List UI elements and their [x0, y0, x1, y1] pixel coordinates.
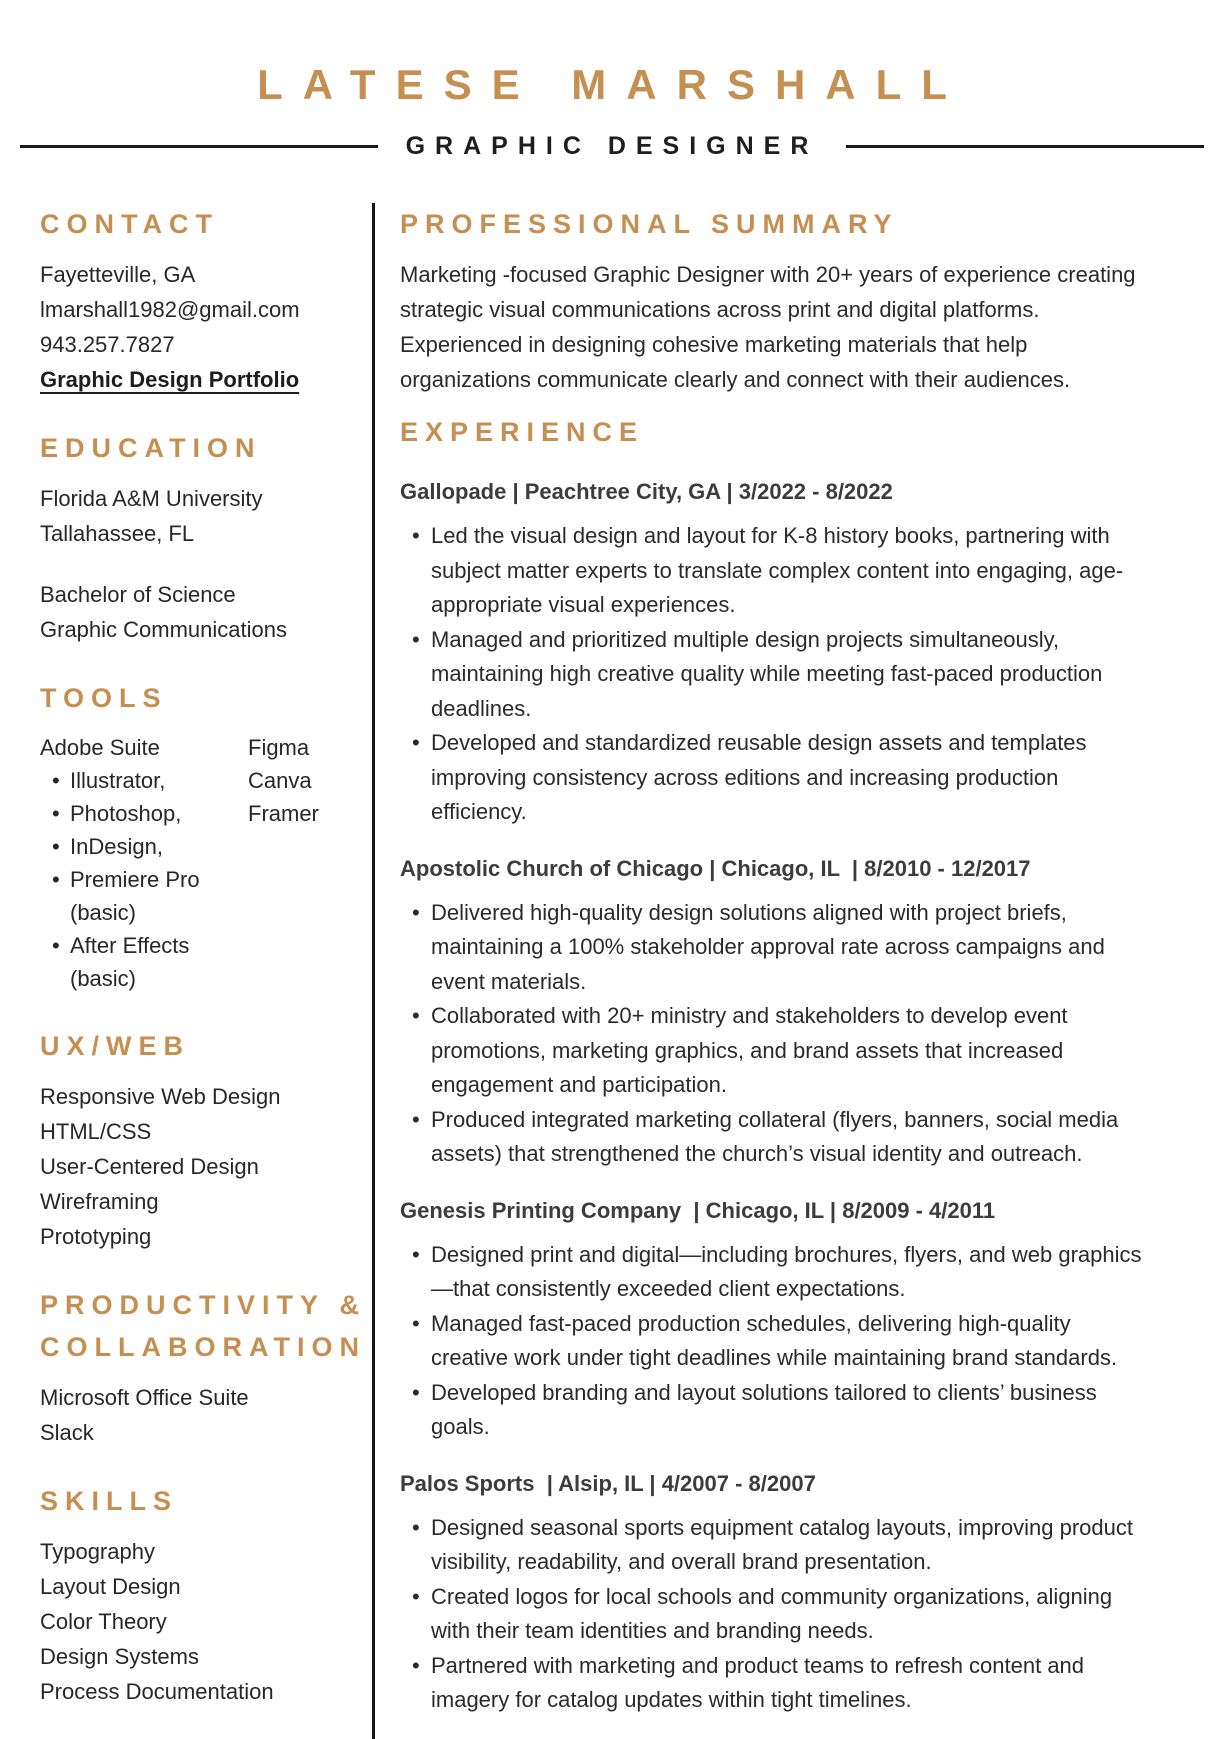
skill-item: Typography — [40, 1539, 155, 1564]
contact-phone: 943.257.7827 — [40, 332, 175, 357]
job-bullet-list — [400, 896, 1142, 1172]
title-rule-left — [20, 145, 378, 148]
tool-item: • InDesign, — [40, 830, 212, 863]
tools-left-label: Adobe Suite — [40, 735, 160, 760]
uxweb-item: Wireframing — [40, 1189, 159, 1214]
skills-list — [40, 1534, 372, 1709]
education-school-location: Tallahassee, FL — [40, 521, 195, 546]
tools-section — [40, 677, 372, 995]
skill-item: Layout Design — [40, 1574, 181, 1599]
productivity-section — [40, 1284, 372, 1450]
job-bullet: • Managed and prioritized multiple design projects simultaneously, maintaining high creative quality while meeting fast-paced production deadlines. — [400, 623, 1142, 727]
job-bullet: • Partnered with marketing and product teams to refresh content and imagery for catalog updates within tight timelines. — [400, 1649, 1142, 1718]
job-header: Gallopade | Peachtree City, GA | 3/2022 - 8/2022 — [400, 479, 893, 504]
education-major: Graphic Communications — [40, 617, 287, 642]
job-header: Genesis Printing Company | Chicago, IL | 8/2009 - 4/2011 — [400, 1197, 996, 1223]
sidebar — [40, 203, 372, 1739]
tools-other-list — [248, 731, 319, 830]
content-columns — [40, 203, 1184, 1739]
skills-section — [40, 1480, 372, 1709]
tools-adobe-list — [40, 764, 212, 995]
experience-section — [400, 411, 1142, 1718]
education-heading: EDUCATION — [40, 433, 262, 463]
summary-section — [400, 203, 1142, 397]
summary-heading: PROFESSIONAL SUMMARY — [400, 209, 899, 239]
job-bullet: • Created logos for local schools and community organizations, aligning with their team identities and branding needs. — [400, 1580, 1142, 1649]
tool-item: Framer — [248, 801, 319, 826]
job-entry — [400, 1196, 1142, 1445]
job-bullet-list — [400, 1511, 1142, 1718]
job-header: Apostolic Church of Chicago | Chicago, IL | 8/2010 - 12/2017 — [400, 855, 1031, 881]
person-name: LATESE MARSHALL — [257, 61, 967, 108]
tools-right-column — [248, 731, 319, 995]
tool-item: Figma — [248, 735, 310, 760]
productivity-list — [40, 1380, 372, 1450]
job-bullet: • Managed fast-paced production schedules, delivering high-quality creative work under tight deadlines while maintaining brand standards. — [400, 1307, 1142, 1376]
uxweb-item: Responsive Web Design — [40, 1084, 281, 1109]
job-bullet-list — [400, 519, 1142, 830]
portfolio-link[interactable]: Graphic Design Portfolio — [40, 367, 300, 392]
job-bullet: • Developed and standardized reusable design assets and templates improving consistency across editions and increasing production efficiency. — [400, 726, 1142, 830]
uxweb-item: HTML/CSS — [40, 1119, 152, 1144]
tool-item: • After Effects (basic) — [40, 929, 212, 995]
tools-left-column — [40, 731, 212, 995]
uxweb-section — [40, 1025, 372, 1254]
job-header: Palos Sports | Alsip, IL | 4/2007 - 8/2007 — [400, 1470, 816, 1496]
skills-heading: SKILLS — [40, 1486, 179, 1516]
skill-item: Process Documentation — [40, 1679, 274, 1704]
education-section — [40, 427, 372, 647]
uxweb-item: User-Centered Design — [40, 1154, 259, 1179]
job-bullet: • Delivered high-quality design solutions aligned with project briefs, maintaining a 100% stakeholder approval rate across campaigns and event materials. — [400, 896, 1142, 1000]
job-entry — [400, 854, 1142, 1172]
education-degree: Bachelor of Science — [40, 582, 236, 607]
header — [40, 61, 1184, 161]
skill-item: Design Systems — [40, 1644, 199, 1669]
job-entry — [400, 1469, 1142, 1718]
main-column — [375, 203, 1184, 1739]
productivity-item: Slack — [40, 1420, 94, 1445]
job-bullet: • Designed seasonal sports equipment catalog layouts, improving product visibility, readability, and overall brand presentation. — [400, 1511, 1142, 1580]
experience-heading: EXPERIENCE — [400, 417, 645, 447]
contact-section — [40, 203, 372, 397]
tools-heading: TOOLS — [40, 683, 168, 713]
job-bullet-list — [400, 1238, 1142, 1445]
job-bullet: • Collaborated with 20+ ministry and stakeholders to develop event promotions, marketing graphics, and brand assets that increased engagement and participation. — [400, 999, 1142, 1103]
contact-heading: CONTACT — [40, 209, 219, 239]
tool-item: • Illustrator, — [40, 764, 212, 797]
education-school: Florida A&M University — [40, 486, 263, 511]
title-rule-right — [846, 145, 1204, 148]
job-bullet: • Developed branding and layout solutions tailored to clients’ business goals. — [400, 1376, 1142, 1445]
productivity-heading: PRODUCTIVITY & COLLABORATION — [40, 1290, 367, 1362]
contact-email: lmarshall1982@gmail.com — [40, 297, 300, 322]
summary-text: Marketing -focused Graphic Designer with 20+ years of experience creating strategic visual communications across print and digital platforms. Experienced in designing cohesive marketing materials that help organizations communicate clearly and connect with their audiences. — [400, 262, 1136, 392]
job-bullet: • Produced integrated marketing collateral (flyers, banners, social media assets) that strengthened the church’s visual identity and outreach. — [400, 1103, 1142, 1172]
job-bullet: • Designed print and digital—including brochures, flyers, and web graphics—that consistently exceeded client expectations. — [400, 1238, 1142, 1307]
tool-item: • Photoshop, — [40, 797, 212, 830]
uxweb-item: Prototyping — [40, 1224, 152, 1249]
tool-item: Canva — [248, 768, 312, 793]
person-job-title: GRAPHIC DESIGNER — [405, 132, 819, 160]
tool-item: • Premiere Pro (basic) — [40, 863, 212, 929]
job-title-row — [40, 132, 1184, 161]
job-entry — [400, 477, 1142, 830]
uxweb-heading: UX/WEB — [40, 1031, 190, 1061]
uxweb-list — [40, 1079, 372, 1254]
job-bullet: • Led the visual design and layout for K-8 history books, partnering with subject matter experts to translate complex content into engaging, age-appropriate visual experiences. — [400, 519, 1142, 623]
productivity-item: Microsoft Office Suite — [40, 1385, 249, 1410]
skill-item: Color Theory — [40, 1609, 167, 1634]
contact-location: Fayetteville, GA — [40, 262, 196, 287]
